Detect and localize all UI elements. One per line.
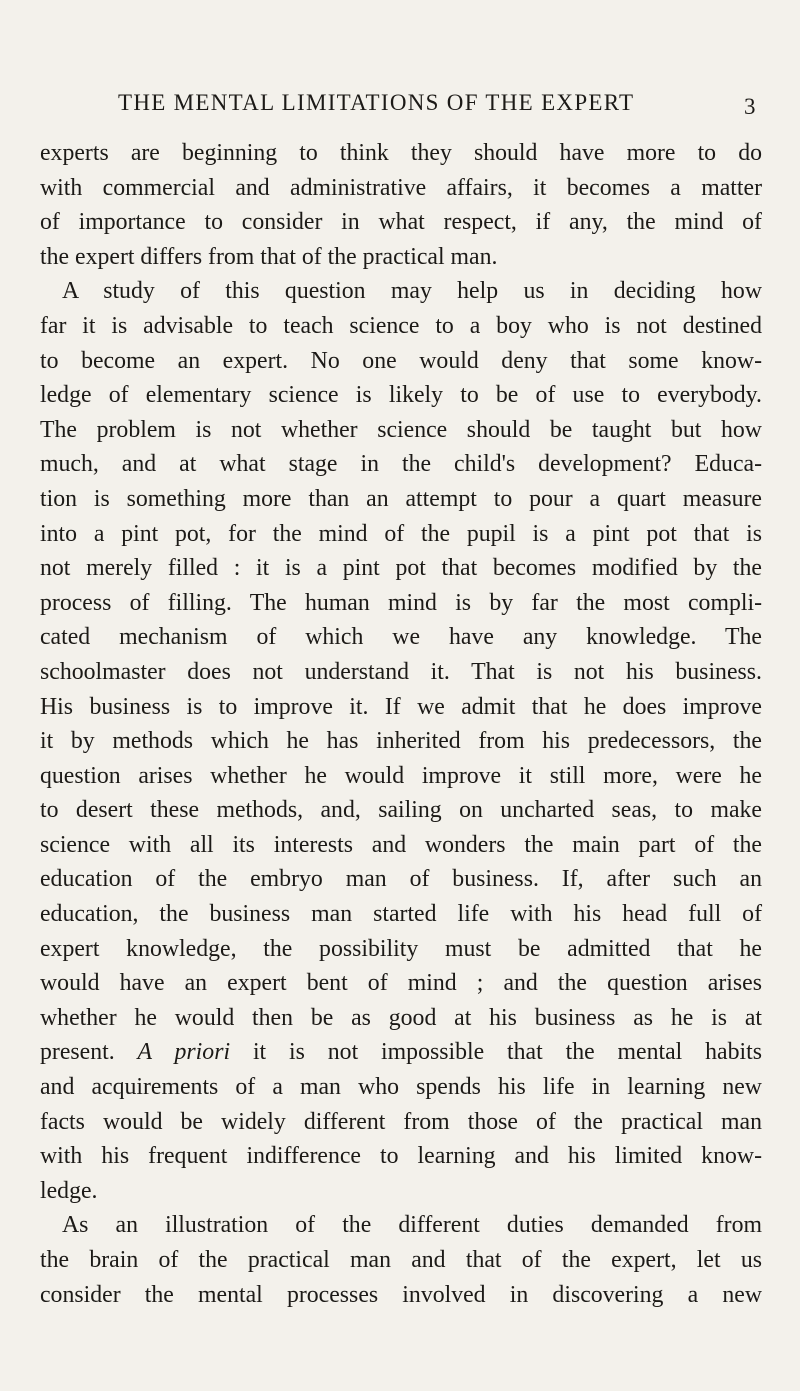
text-line: cated mechanism of which we have any knowledge. The [40, 624, 762, 651]
text-line: As an illustration of the different duties demanded from [62, 1212, 762, 1239]
text-line: to become an expert. No one would deny that some know- [40, 347, 762, 374]
text-line: science with all its interests and wonders the main part of the [40, 831, 762, 858]
page-number: 3 [744, 94, 756, 119]
body-text [40, 136, 762, 1312]
text-line: tion is something more than an attempt to pour a quart measure [40, 485, 762, 512]
text-line: question arises whether he would improve it still more, were he [40, 762, 762, 789]
text-line: it by methods which he has inherited from his predecessors, the [40, 728, 762, 755]
text-line: expert knowledge, the possibility must be admitted that he [40, 935, 762, 962]
text-line: The problem is not whether science should be taught but how [40, 416, 762, 443]
text-line: ledge. [40, 1177, 98, 1204]
text-line: His business is to improve it. If we admit that he does improve [40, 693, 762, 720]
text-line: with his frequent indifference to learning and his limited know- [40, 1143, 762, 1170]
paragraph [40, 1208, 762, 1312]
text-line: ledge of elementary science is likely to be of use to everybody. [40, 382, 762, 409]
running-head [0, 88, 800, 118]
text-line: education, the business man started life with his head full of [40, 901, 762, 928]
running-title: THE MENTAL LIMITATIONS OF THE EXPERT [118, 90, 635, 115]
text-line: far it is advisable to teach science to a boy who is not destined [40, 312, 762, 339]
text-line: education of the embryo man of business. If, after such an [40, 866, 762, 893]
text-line: to desert these methods, and, sailing on uncharted seas, to make [40, 797, 762, 824]
text-line: into a pint pot, for the mind of the pupil is a pint pot that is [40, 520, 762, 547]
text-line: whether he would then be as good at his business as he is at [40, 1004, 762, 1031]
line-segment: it is not impossible that the mental habits [230, 1039, 763, 1066]
text-line: the brain of the practical man and that of the expert, let us [40, 1247, 762, 1273]
text-line: consider the mental processes involved in discovering a new [40, 1281, 762, 1308]
text-line: A study of this question may help us in deciding how [62, 278, 762, 305]
text-line-with-italic [40, 1035, 762, 1070]
text-line: and acquirements of a man who spends his life in learning new [40, 1074, 762, 1101]
italic-phrase: A priori [137, 1039, 231, 1066]
text-line: experts are beginning to think they should have more to do [40, 140, 762, 166]
text-line: with commercial and administrative affairs, it becomes a matter [40, 174, 762, 201]
text-line: of importance to consider in what respect, if any, the mind of [40, 209, 762, 236]
text-line: would have an expert bent of mind ; and the question arises [40, 970, 762, 997]
paragraph [40, 274, 762, 1208]
text-line: much, and at what stage in the child's development? Educa- [40, 451, 762, 478]
text-line: schoolmaster does not understand it. That is not his business. [40, 658, 762, 685]
line-segment: present. [40, 1039, 138, 1066]
text-line: process of filling. The human mind is by far the most compli- [40, 589, 762, 616]
text-line: not merely filled : it is a pint pot that becomes modified by the [40, 555, 762, 582]
paragraph [40, 136, 762, 274]
text-line: the expert differs from that of the practical man. [40, 243, 498, 270]
text-line: facts would be widely different from those of the practical man [40, 1108, 762, 1135]
